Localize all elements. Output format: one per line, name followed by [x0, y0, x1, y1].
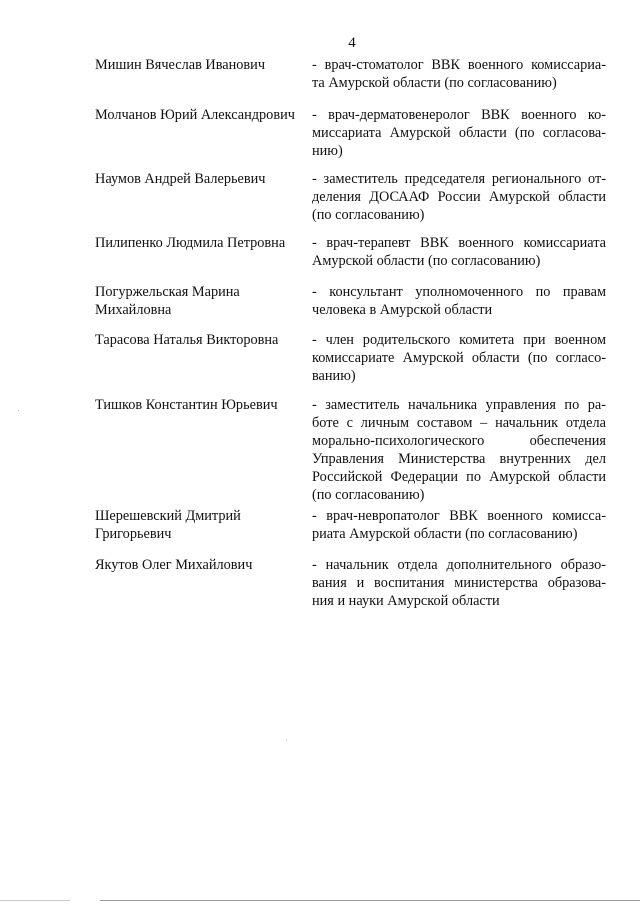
member-name: Мишин Вячеслав Иванович — [95, 57, 266, 73]
member-role — [312, 170, 606, 224]
member-role-line: Российской Федерации по Амурской области — [312, 469, 606, 485]
member-role-line: деления ДОСААФ России Амурской области — [312, 189, 606, 205]
member-name: Наумов Андрей Валерьевич — [95, 171, 266, 187]
member-name: Пилипенко Людмила Петровна — [95, 235, 286, 251]
member-name: Шерешевский Дмитрий Григорьевич — [95, 508, 241, 542]
member-role-line: нию) — [312, 143, 343, 159]
member-role — [312, 106, 606, 160]
member-role-line: - член родительского комитета при военном — [312, 332, 606, 348]
scan-artifact — [100, 900, 640, 901]
member-role-line: Управления Министерства внутренних дел — [312, 451, 606, 467]
scan-artifact — [18, 410, 19, 411]
member-role-line: ния и науки Амурской области — [312, 593, 500, 609]
member-role — [312, 283, 606, 319]
member-role-line: - врач-дерматовенеролог ВВК военного ко- — [312, 107, 606, 123]
member-role — [312, 556, 606, 610]
member-role — [312, 396, 606, 504]
scan-artifact — [286, 740, 287, 741]
member-role-line: (по согласованию) — [312, 207, 425, 223]
member-role-line: Амурской области (по согласованию) — [312, 253, 541, 269]
member-name: Якутов Олег Михайлович — [95, 557, 253, 573]
page-number: 4 — [348, 35, 356, 51]
member-role-line: - заместитель председателя регионального от- — [312, 171, 606, 187]
member-role-line: морально-психологического обеспечения — [312, 433, 606, 449]
member-role-line: - начальник отдела дополнительного образо- — [312, 557, 606, 573]
member-role-line: риата Амурской области (по согласованию) — [312, 526, 578, 542]
scan-artifact — [0, 900, 70, 901]
member-role-line: - заместитель начальника управления по ра- — [312, 397, 606, 413]
member-role-line: - консультант уполномоченного по правам — [312, 284, 606, 300]
member-role-line: - врач-терапевт ВВК военного комиссариата — [312, 235, 606, 251]
member-name: Молчанов Юрий Александрович — [95, 107, 295, 123]
member-role — [312, 56, 606, 92]
member-role-line: - врач-невропатолог ВВК военного комисса- — [312, 508, 606, 524]
member-name: Тишков Константин Юрьевич — [95, 397, 278, 413]
member-role — [312, 331, 606, 385]
member-role — [312, 507, 606, 543]
member-role-line: (по согласованию) — [312, 487, 425, 503]
member-role-line: человека в Амурской области — [312, 302, 493, 318]
member-role-line: та Амурской области (по согласованию) — [312, 75, 557, 91]
member-role-line: - врач-стоматолог ВВК военного комиссариа- — [312, 57, 606, 73]
member-name: Тарасова Наталья Викторовна — [95, 332, 279, 348]
member-role-line: комиссариате Амурской области (по согласо- — [312, 350, 606, 366]
member-role — [312, 234, 606, 270]
member-name: Погуржельская Марина Михайловна — [95, 284, 240, 318]
member-role-line: миссариата Амурской области (по согласова- — [312, 125, 606, 141]
member-role-line: ванию) — [312, 368, 356, 384]
member-role-line: вания и воспитания министерства образова- — [312, 575, 606, 591]
member-role-line: боте с личным составом – начальник отдела — [312, 415, 606, 431]
